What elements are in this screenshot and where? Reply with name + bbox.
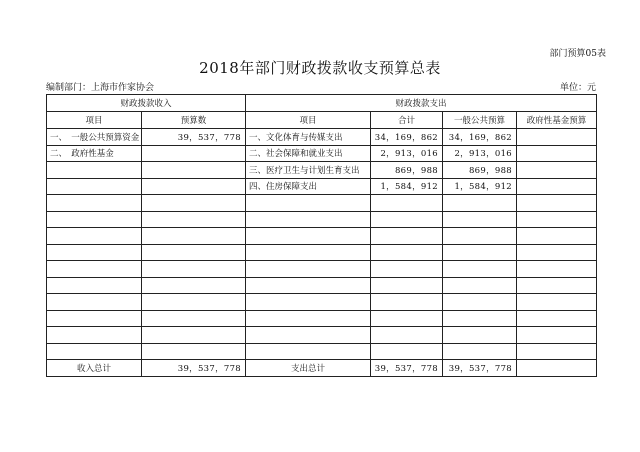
expense-total-cell: 2，913，016 — [371, 145, 443, 162]
expense-total-amount: 39，537，778 — [371, 360, 443, 377]
table-row — [47, 327, 597, 344]
expense-general-cell — [443, 294, 517, 311]
expense-fund-cell — [517, 327, 597, 344]
expense-fund-cell — [517, 162, 597, 179]
expense-general-cell — [443, 310, 517, 327]
expense-fund-total — [517, 360, 597, 377]
expense-fund-cell — [517, 343, 597, 360]
expense-total-cell — [371, 327, 443, 344]
expense-item-cell — [246, 195, 371, 212]
income-budget-header: 预算数 — [142, 112, 246, 129]
expense-item-cell — [246, 244, 371, 261]
expense-general-cell — [443, 211, 517, 228]
expense-general-cell: 2，913，016 — [443, 145, 517, 162]
income-item-cell — [47, 343, 142, 360]
income-amount-cell — [142, 277, 246, 294]
expense-general-cell — [443, 261, 517, 278]
income-amount-cell — [142, 228, 246, 245]
expense-total-cell — [371, 343, 443, 360]
expense-total-cell: 1，584，912 — [371, 178, 443, 195]
income-amount-cell — [142, 195, 246, 212]
document-code: 部门预算05表 — [549, 49, 606, 59]
budget-table — [46, 94, 597, 377]
totals-row — [47, 360, 597, 377]
income-item-cell — [47, 195, 142, 212]
expense-item-cell — [246, 211, 371, 228]
income-item-header: 项目 — [47, 112, 142, 129]
table-row — [47, 145, 597, 162]
income-amount-cell — [142, 244, 246, 261]
expense-general-cell — [443, 277, 517, 294]
expense-fund-cell — [517, 310, 597, 327]
expense-total-cell — [371, 261, 443, 278]
expense-fund-cell — [517, 145, 597, 162]
expense-fund-cell — [517, 211, 597, 228]
expense-total-cell — [371, 244, 443, 261]
org-unit-row — [46, 80, 596, 93]
income-item-cell — [47, 327, 142, 344]
table-row — [47, 244, 597, 261]
header-group-row — [47, 95, 597, 112]
expense-total-cell: 869，988 — [371, 162, 443, 179]
expense-fund-cell — [517, 129, 597, 146]
table-row — [47, 195, 597, 212]
table-row — [47, 129, 597, 146]
expense-item-cell — [246, 327, 371, 344]
income-item-cell — [47, 310, 142, 327]
expense-general-cell — [443, 228, 517, 245]
expense-general-cell: 869，988 — [443, 162, 517, 179]
income-item-cell: 二、 政府性基金 — [47, 145, 142, 162]
expense-item-cell: 二、社会保障和就业支出 — [246, 145, 371, 162]
expense-total-cell — [371, 195, 443, 212]
expense-general-cell — [443, 195, 517, 212]
income-amount-cell — [142, 145, 246, 162]
expense-item-header: 项目 — [246, 112, 371, 129]
income-amount-cell — [142, 327, 246, 344]
expense-general-cell — [443, 244, 517, 261]
income-amount-cell — [142, 261, 246, 278]
expense-fund-cell — [517, 244, 597, 261]
expense-item-cell — [246, 310, 371, 327]
income-group-header: 财政拨款收入 — [47, 95, 246, 112]
expense-total-cell — [371, 294, 443, 311]
expense-item-cell — [246, 343, 371, 360]
income-total-amount: 39，537，778 — [142, 360, 246, 377]
expense-total-header: 合计 — [371, 112, 443, 129]
expense-group-header: 财政拨款支出 — [246, 95, 597, 112]
unit-label: 单位：元 — [559, 83, 596, 93]
expense-fund-cell — [517, 195, 597, 212]
table-row — [47, 178, 597, 195]
header-column-row — [47, 112, 597, 129]
expense-general-cell: 34，169，862 — [443, 129, 517, 146]
income-amount-cell — [142, 294, 246, 311]
income-amount-cell — [142, 343, 246, 360]
expense-total-cell — [371, 310, 443, 327]
expense-general-cell: 1，584，912 — [443, 178, 517, 195]
expense-total-cell — [371, 228, 443, 245]
table-row — [47, 211, 597, 228]
income-item-cell — [47, 277, 142, 294]
table-row — [47, 261, 597, 278]
expense-item-cell: 三、医疗卫生与计划生育支出 — [246, 162, 371, 179]
table-row — [47, 294, 597, 311]
expense-fund-cell — [517, 228, 597, 245]
income-amount-cell — [142, 162, 246, 179]
expense-fund-cell — [517, 261, 597, 278]
expense-item-cell: 一、文化体育与传媒支出 — [246, 129, 371, 146]
income-item-cell: 一、 一般公共预算资金 — [47, 129, 142, 146]
income-item-cell — [47, 162, 142, 179]
document-title: 2018年部门财政拨款收支预算总表 — [199, 59, 441, 77]
table-row — [47, 310, 597, 327]
income-item-cell — [47, 244, 142, 261]
income-item-cell — [47, 178, 142, 195]
expense-fund-cell — [517, 277, 597, 294]
expense-fund-cell — [517, 294, 597, 311]
expense-total-cell — [371, 277, 443, 294]
expense-total-label: 支出总计 — [246, 360, 371, 377]
income-amount-cell — [142, 310, 246, 327]
expense-general-cell — [443, 327, 517, 344]
expense-general-total: 39，537，778 — [443, 360, 517, 377]
income-item-cell — [47, 211, 142, 228]
income-amount-cell — [142, 178, 246, 195]
income-amount-cell — [142, 211, 246, 228]
income-item-cell — [47, 261, 142, 278]
expense-fund-header: 政府性基金预算 — [517, 112, 597, 129]
table-row — [47, 343, 597, 360]
expense-fund-cell — [517, 178, 597, 195]
income-amount-cell: 39，537，778 — [142, 129, 246, 146]
org-label: 编制部门：上海市作家协会 — [46, 83, 155, 93]
expense-item-cell — [246, 277, 371, 294]
income-item-cell — [47, 228, 142, 245]
expense-general-header: 一般公共预算 — [443, 112, 517, 129]
table-row — [47, 162, 597, 179]
expense-total-cell — [371, 211, 443, 228]
expense-item-cell — [246, 261, 371, 278]
expense-general-cell — [443, 343, 517, 360]
income-total-label: 收入总计 — [47, 360, 142, 377]
income-item-cell — [47, 294, 142, 311]
expense-item-cell — [246, 294, 371, 311]
table-row — [47, 277, 597, 294]
expense-total-cell: 34，169，862 — [371, 129, 443, 146]
expense-item-cell: 四、住房保障支出 — [246, 178, 371, 195]
table-row — [47, 228, 597, 245]
expense-item-cell — [246, 228, 371, 245]
